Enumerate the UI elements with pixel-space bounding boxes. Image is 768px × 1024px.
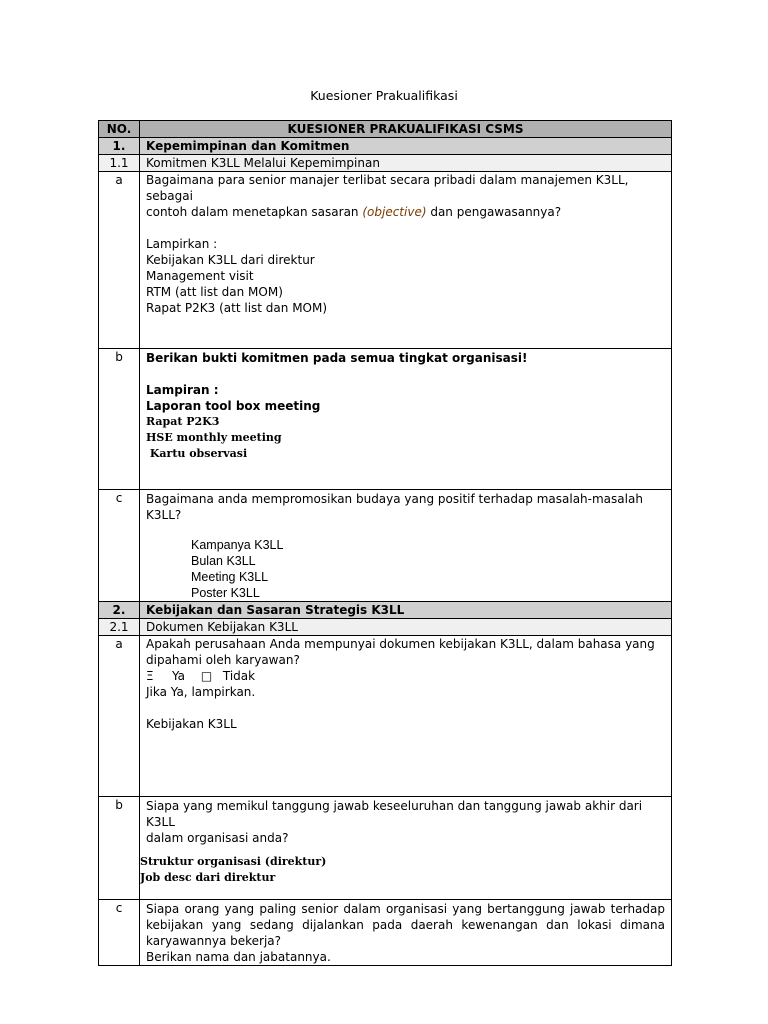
subsection-number: 1.1 (99, 155, 140, 172)
question-letter: b (99, 349, 140, 490)
attachment-item: Job desc dari direktur (140, 871, 276, 884)
section-title: Kepemimpinan dan Komitmen (140, 138, 672, 155)
question-text-cont: contoh dalam menetapkan sasaran (objective) dan pengawasannya? (146, 205, 562, 219)
subsection-title: Dokumen Kebijakan K3LL (140, 619, 672, 636)
question-text-cont: Berikan nama dan jabatannya. (146, 950, 331, 964)
attachment-item: Management visit (146, 269, 254, 283)
question-letter: b (99, 797, 140, 900)
attachment-label: Lampiran : (146, 383, 219, 397)
subsection-number: 2.1 (99, 619, 140, 636)
objective-term: (objective) (362, 205, 427, 219)
question-text: Apakah perusahaan Anda mempunyai dokumen kebijakan K3LL, dalam bahasa yang (146, 637, 655, 651)
question-row-1b (99, 349, 672, 490)
attachment-item: Struktur organisasi (direktur) (140, 855, 327, 868)
question-text: Bagaimana anda mempromosikan budaya yang positif terhadap masalah-masalah K3LL? (146, 492, 643, 522)
subsection-row-1-1 (99, 155, 672, 172)
section-number: 1. (99, 138, 140, 155)
subsection-title: Komitmen K3LL Melalui Kepemimpinan (140, 155, 672, 172)
question-row-2b (99, 797, 672, 900)
attachment-item: Kebijakan K3LL dari direktur (146, 253, 315, 267)
no-label: Tidak (222, 669, 256, 683)
answer-item: Meeting K3LL (191, 570, 269, 584)
attachment-item: RTM (att list dan MOM) (146, 285, 283, 299)
attachment-item: Rapat P2K3 (146, 415, 220, 428)
question-letter: c (99, 900, 140, 966)
question-text: Siapa yang memikul tanggung jawab keseeluruhan dan tanggung jawab akhir dari K3LL (146, 799, 643, 829)
questionnaire-table (98, 120, 672, 966)
attachment-item: Rapat P2K3 (att list dan MOM) (146, 301, 328, 315)
question-row-1c (99, 490, 672, 602)
question-row-1a (99, 172, 672, 349)
question-letter: a (99, 636, 140, 797)
checked-box-icon[interactable]: Ξ (146, 669, 154, 683)
question-text-cont: dipahami oleh karyawan? (146, 653, 300, 667)
section-row-1 (99, 138, 672, 155)
attachment-label: Lampirkan : (146, 237, 218, 251)
answer-item: Bulan K3LL (191, 554, 256, 568)
header-category: KUESIONER PRAKUALIFIKASI CSMS (140, 121, 672, 138)
answer-item: Poster K3LL (191, 586, 260, 600)
question-cell (140, 490, 672, 602)
question-row-2c (99, 900, 672, 966)
attachment-item: Kebijakan K3LL (146, 717, 237, 731)
yes-label: Ya (172, 669, 186, 683)
question-cell (140, 900, 672, 966)
subsection-row-2-1 (99, 619, 672, 636)
question-cell (140, 636, 672, 797)
question-letter: c (99, 490, 140, 602)
attachment-item: Kartu observasi (146, 447, 248, 460)
section-row-2 (99, 602, 672, 619)
yes-no-options (146, 668, 665, 684)
question-text-cont: dalam organisasi anda? (146, 831, 289, 845)
question-text: Siapa orang yang paling senior dalam organisasi yang bertanggung jawab terhadap kebijakan yang sedang dijalankan pada daerah kewenangan dan lokasi dimana karyawannya bekerja? (146, 902, 665, 948)
answer-item: Kampanya K3LL (191, 538, 284, 552)
section-title: Kebijakan dan Sasaran Strategis K3LL (140, 602, 672, 619)
question-text: Berikan bukti komitmen pada semua tingkat organisasi! (146, 351, 528, 365)
attachment-item: Laporan tool box meeting (146, 399, 321, 413)
attachment-item: HSE monthly meeting (146, 431, 282, 444)
question-cell (140, 349, 672, 490)
header-no: NO. (99, 121, 140, 138)
page-title: Kuesioner Prakualifikasi (310, 88, 458, 103)
note-text: Jika Ya, lampirkan. (146, 685, 256, 699)
question-cell (140, 797, 672, 900)
table-header-row (99, 121, 672, 138)
question-text: Bagaimana para senior manajer terlibat secara pribadi dalam manajemen K3LL, sebagai (146, 173, 629, 203)
unchecked-box-icon[interactable]: □ (200, 669, 213, 683)
question-letter: a (99, 172, 140, 349)
question-cell (140, 172, 672, 349)
section-number: 2. (99, 602, 140, 619)
question-row-2a (99, 636, 672, 797)
